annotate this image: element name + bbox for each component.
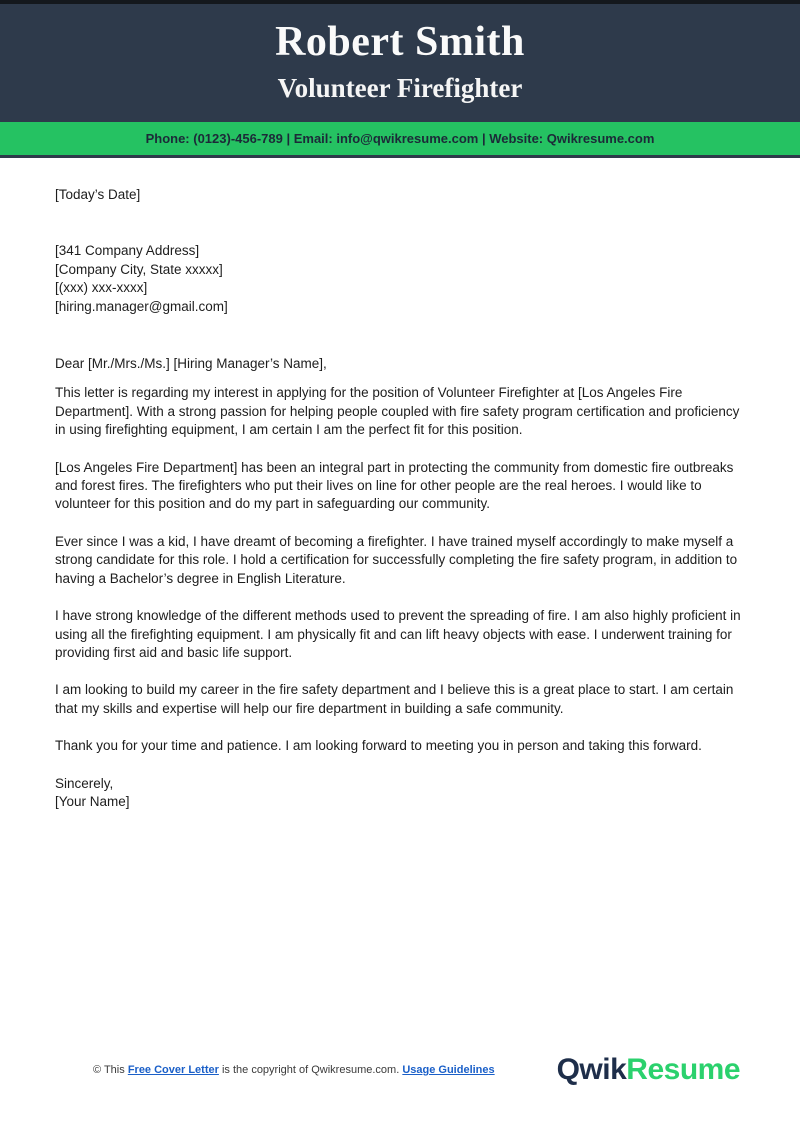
body-paragraph: I have strong knowledge of the different methods used to prevent the spreading of fire. I am also highly proficient in using all the firefighting equipment. I am physically fit and can lift heavy objects with ease. I underwent training for providing first aid and basic life support. bbox=[55, 608, 741, 660]
logo-qwik-text: Qwik bbox=[556, 1053, 627, 1086]
date-line: [Today’s Date] bbox=[55, 187, 141, 202]
candidate-name: Robert Smith bbox=[275, 19, 525, 65]
logo-resume-text: Resume bbox=[626, 1053, 740, 1086]
body-paragraph: Thank you for your time and patience. I am looking forward to meeting you in person and taking this forward. bbox=[55, 738, 702, 754]
copyright-middle: is the copyright of Qwikresume.com. bbox=[221, 1064, 400, 1076]
contact-line: Phone: (0123)-456-789 | Email: info@qwikresume.com | Website: Qwikresume.com bbox=[145, 131, 655, 146]
copyright-text bbox=[93, 1064, 495, 1076]
address-line: [hiring.manager@gmail.com] bbox=[55, 298, 228, 314]
salutation: Dear [Mr./Mrs./Ms.] [Hiring Manager’s Name], bbox=[55, 356, 327, 372]
closing-block bbox=[55, 775, 745, 812]
letter-body bbox=[0, 158, 800, 811]
contact-bar bbox=[0, 122, 800, 158]
job-title: Volunteer Firefighter bbox=[277, 73, 523, 103]
body-paragraph: This letter is regarding my interest in applying for the position of Volunteer Firefighter at [Los Angeles Fire Department]. With a strong passion for helping people coupled with fire safety program certification and proficiency in using firefighting equipment, I am certain I am the perfect fit for this position. bbox=[55, 385, 740, 438]
body-paragraph: Ever since I was a kid, I have dreamt of becoming a firefighter. I have trained myself accordingly to make myself a strong candidate for this role. I hold a certification for successfully completing the fire safety program, in addition to having a Bachelor’s degree in English Literature. bbox=[55, 533, 738, 586]
recipient-address bbox=[55, 242, 745, 316]
closing: Sincerely, bbox=[55, 775, 114, 791]
address-line: [341 Company Address] bbox=[55, 243, 200, 259]
copyright-prefix: © This bbox=[93, 1064, 125, 1076]
body-paragraph: I am looking to build my career in the fire safety department and I believe this is a great place to start. I am certain that my skills and expertise will help our fire department in building a safe community. bbox=[55, 682, 734, 716]
address-line: [(xxx) xxx-xxxx] bbox=[55, 280, 148, 296]
header-banner bbox=[0, 4, 800, 122]
free-cover-letter-link[interactable]: Free Cover Letter bbox=[127, 1064, 219, 1076]
footer bbox=[0, 1040, 800, 1100]
usage-guidelines-link[interactable]: Usage Guidelines bbox=[402, 1064, 495, 1076]
qwikresume-logo bbox=[557, 1053, 740, 1087]
body-paragraph: [Los Angeles Fire Department] has been an integral part in protecting the community from domestic fire outbreaks and forest fires. The firefighters who put their lives on line for other people are the real heroes. I would like to volunteer for this position and do my part in safeguarding our community. bbox=[55, 459, 734, 512]
signature: [Your Name] bbox=[55, 793, 130, 809]
address-line: [Company City, State xxxxx] bbox=[55, 261, 223, 277]
